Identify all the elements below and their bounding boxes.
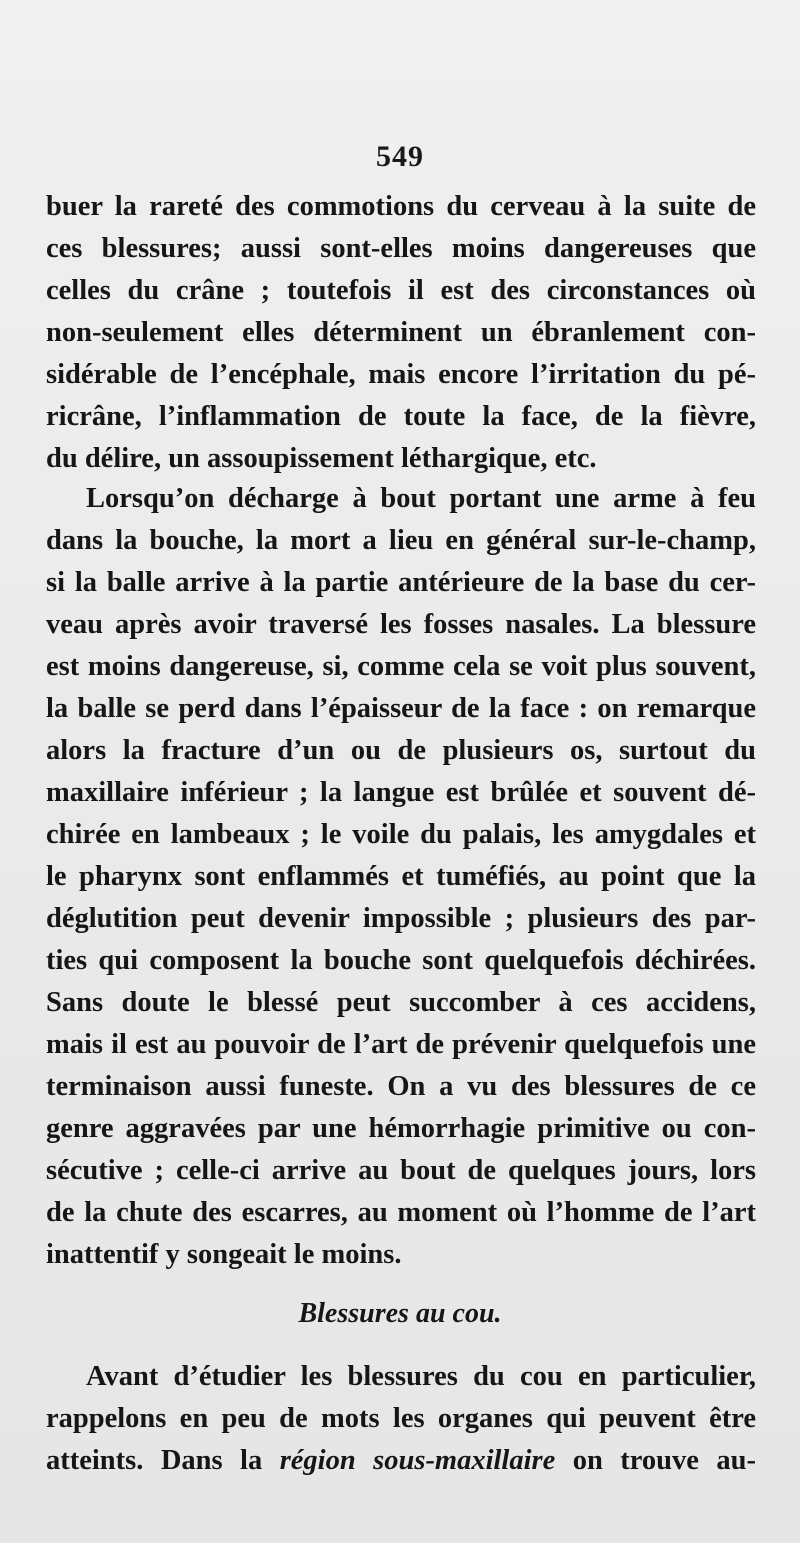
text-line: dans la bouche, la mort a lieu en général sur-le-champ, bbox=[46, 525, 756, 556]
text-line: buer la rareté des commotions du cerveau à la suite de bbox=[46, 191, 756, 222]
paragraph-arme-a-feu bbox=[46, 478, 756, 1276]
text-line: maxillaire inférieur ; la langue est brûlée et souvent dé- bbox=[46, 777, 756, 808]
text-line: ricrâne, l’inflammation de toute la face, de la fièvre, bbox=[46, 401, 756, 432]
text-line: sidérable de l’encéphale, mais encore l’irritation du pé- bbox=[46, 359, 756, 390]
text-line: de la chute des escarres, au moment où l’homme de l’art bbox=[46, 1197, 756, 1228]
text-line-mixed bbox=[46, 1440, 756, 1482]
text-line: Lorsqu’on décharge à bout portant une arme à feu bbox=[86, 483, 756, 514]
text-line: chirée en lambeaux ; le voile du palais, les amygdales et bbox=[46, 819, 756, 850]
text-line: genre aggravées par une hémorrhagie primitive ou con- bbox=[46, 1113, 756, 1144]
text-line: la balle se perd dans l’épaisseur de la face : on remarque bbox=[46, 693, 756, 724]
text-line: déglutition peut devenir impossible ; plusieurs des par- bbox=[46, 903, 756, 934]
text-line: sécutive ; celle-ci arrive au bout de quelques jours, lors bbox=[46, 1155, 756, 1186]
text-line: non-seulement elles déterminent un ébranlement con- bbox=[46, 317, 756, 348]
text-segment: on trouve au- bbox=[555, 1445, 756, 1476]
text-line: Sans doute le blessé peut succomber à ces accidens, bbox=[46, 987, 756, 1018]
paragraph-blessures-cou bbox=[46, 1356, 756, 1482]
text-line: ties qui composent la bouche sont quelquefois déchirées. bbox=[46, 945, 756, 976]
italic-term: région sous-maxillaire bbox=[279, 1445, 556, 1476]
text-segment: atteints. Dans la bbox=[46, 1445, 280, 1476]
text-line: mais il est au pouvoir de l’art de prévenir quelquefois une bbox=[46, 1029, 756, 1060]
text-line: du délire, un assoupissement léthargique, etc. bbox=[46, 443, 597, 474]
text-line: rappelons en peu de mots les organes qui peuvent être bbox=[46, 1403, 756, 1434]
paragraph-commotions bbox=[46, 186, 756, 480]
text-line: inattentif y songeait le moins. bbox=[46, 1239, 402, 1270]
section-heading: Blessures au cou. bbox=[298, 1298, 502, 1329]
text-line: Avant d’étudier les blessures du cou en particulier, bbox=[86, 1361, 756, 1392]
text-line: celles du crâne ; toutefois il est des circonstances où bbox=[46, 275, 756, 306]
page-number: 549 bbox=[376, 140, 424, 173]
text-line: terminaison aussi funeste. On a vu des blessures de ce bbox=[46, 1071, 756, 1102]
text-line: veau après avoir traversé les fosses nasales. La blessure bbox=[46, 609, 756, 640]
text-line: ces blessures; aussi sont-elles moins dangereuses que bbox=[46, 233, 756, 264]
text-line: si la balle arrive à la partie antérieure de la base du cer- bbox=[46, 567, 756, 598]
text-line: le pharynx sont enflammés et tuméfiés, au point que la bbox=[46, 861, 756, 892]
text-line: alors la fracture d’un ou de plusieurs os, surtout du bbox=[46, 735, 756, 766]
text-line: est moins dangereuse, si, comme cela se voit plus souvent, bbox=[46, 651, 756, 682]
